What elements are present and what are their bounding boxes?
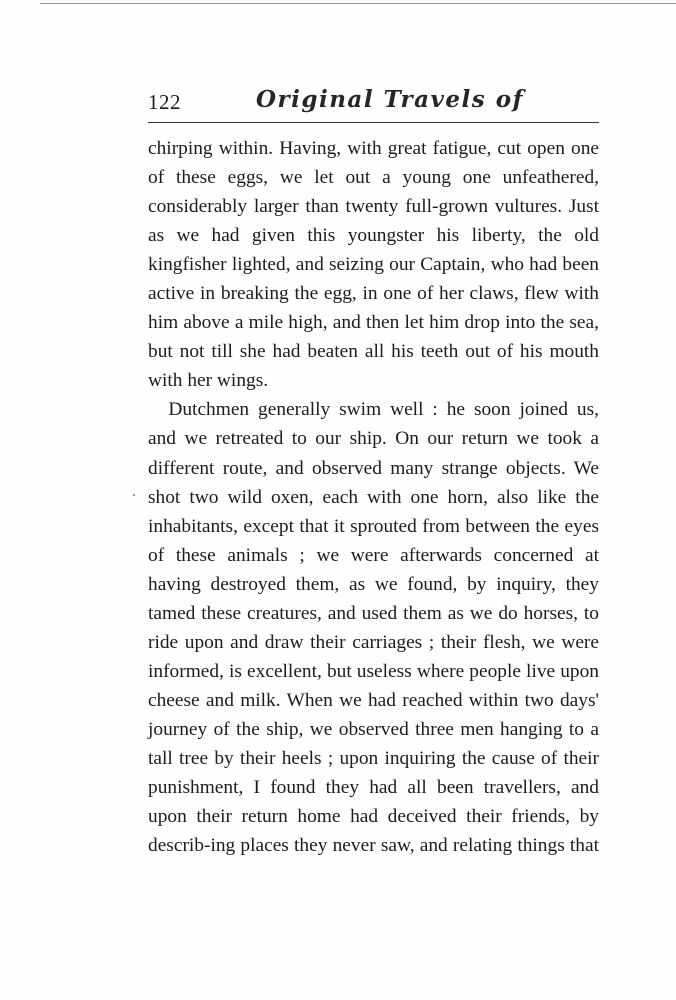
header-rule <box>148 122 599 123</box>
page-number: 122 <box>148 90 181 114</box>
page-top-edge <box>40 3 676 4</box>
running-title: Original Travels of <box>256 86 524 113</box>
body-text <box>148 134 599 860</box>
paragraph-1: chirping within. Having, with great fatigue, cut open one of these eggs, we let out a young one unfeathered, considerably larger than twenty full-grown vultures. Just as we had given this youngster his liberty, the old kingfisher lighted, and seizing our Captain, who had been active in breaking the egg, in one of her claws, flew with him above a mile high, and then let him drop into the sea, but not till she had beaten all his teeth out of his mouth with her wings. <box>148 138 599 392</box>
margin-speck <box>133 494 135 496</box>
paragraph-2: Dutchmen generally swim well : he soon joined us, and we retreated to our ship. On our return we took a different route, and observed many strange objects. We shot two wild oxen, each with one horn, also like the inhabitants, except that it sprouted from between the eyes of these animals ; we were afterwards concerned at having destroyed them, as we found, by inquiry, they tamed these creatures, and used them as we do horses, to ride upon and draw their carriages ; their flesh, we were informed, is excellent, but useless where people live upon cheese and milk. When we had reached within two days' journey of the ship, we observed three men hanging to a tall tree by their heels ; upon inquiring the cause of their punishment, I found they had all been travellers, and upon their return home had deceived their friends, by describ-ing places they never saw, and relating things that <box>148 399 599 857</box>
running-head <box>148 86 599 116</box>
